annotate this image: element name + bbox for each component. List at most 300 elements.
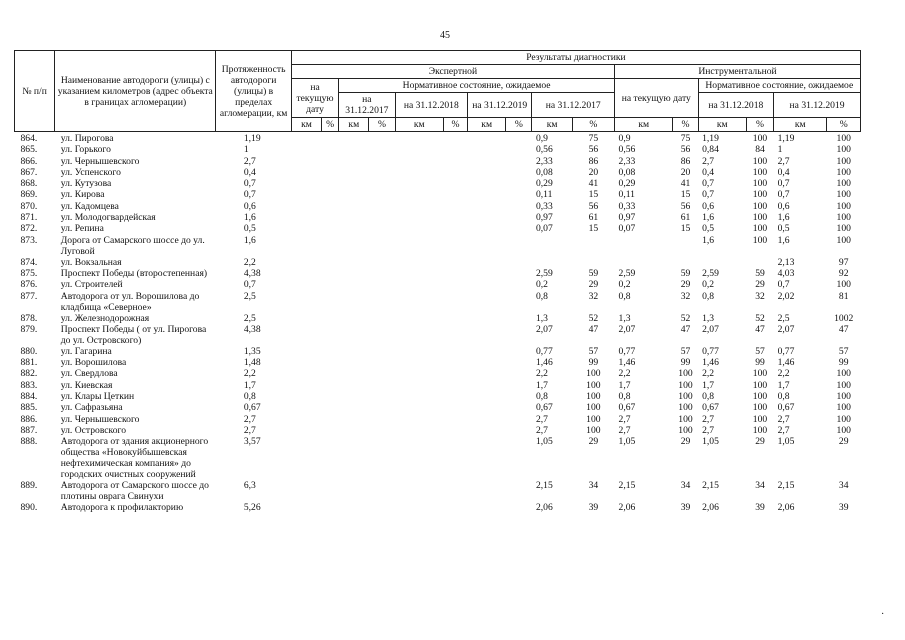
empty-cell — [468, 201, 506, 212]
instr-norm-2017-pct: 39 — [680, 502, 691, 514]
road-length: 2,5 — [243, 312, 256, 324]
empty-cell — [468, 257, 506, 268]
empty-cell — [443, 268, 467, 279]
empty-cell — [339, 291, 369, 313]
instr-norm-2018-km: 2,2 — [702, 368, 715, 380]
road-name: ул. Свердлова — [60, 368, 118, 380]
header-num: № п/п — [15, 51, 55, 132]
instr-norm-2019-pct: 34 — [838, 480, 849, 492]
instr-norm-2018-km: 0,67 — [702, 402, 719, 414]
instr-norm-2019-pct: 29 — [838, 436, 849, 448]
unit-pct: % — [827, 118, 861, 132]
instr-current-km: 0,8 — [535, 391, 548, 403]
instr-current-pct: 34 — [588, 480, 599, 492]
empty-cell — [322, 189, 339, 200]
empty-cell — [369, 391, 395, 402]
empty-cell — [443, 480, 467, 502]
instr-norm-2019-km: 1,05 — [777, 436, 795, 448]
instr-norm-2018-pct — [746, 257, 773, 268]
row-number: 868. — [20, 178, 38, 190]
instr-norm-2017-pct: 56 — [680, 200, 691, 212]
road-name: Автодорога от ул. Ворошилова до кладбища «Северное» — [60, 290, 200, 313]
empty-cell — [369, 346, 395, 357]
empty-cell — [506, 156, 532, 167]
instr-norm-2018-km: 2,7 — [702, 155, 715, 167]
instr-norm-2017-km: 0,8 — [618, 391, 631, 403]
instr-norm-2017-km: 0,29 — [618, 178, 636, 190]
empty-cell — [506, 201, 532, 212]
empty-cell — [395, 268, 443, 279]
empty-cell — [468, 235, 506, 257]
row-number: 875. — [20, 267, 38, 279]
road-length: 2,5 — [243, 290, 256, 302]
instr-norm-2017-pct: 52 — [680, 312, 691, 324]
table-row — [15, 346, 861, 357]
empty-cell — [291, 391, 321, 402]
empty-cell — [369, 313, 395, 324]
empty-cell — [369, 132, 395, 145]
road-name: ул. Репина — [60, 223, 104, 235]
table-row — [15, 425, 861, 436]
instr-norm-2019-km: 0,6 — [777, 200, 790, 212]
row-number: 878. — [20, 312, 38, 324]
table-row — [15, 480, 861, 502]
empty-cell — [395, 167, 443, 178]
road-length: 1,35 — [243, 345, 261, 357]
road-name: ул. Ворошилова — [60, 357, 127, 369]
instr-current-km: 0,8 — [535, 290, 548, 302]
instr-norm-2017-pct: 99 — [680, 357, 691, 369]
instr-norm-2017-km: 1,7 — [618, 379, 631, 391]
empty-cell — [322, 257, 339, 268]
empty-cell — [506, 380, 532, 391]
empty-cell — [395, 223, 443, 234]
instr-current-km: 0,11 — [535, 189, 553, 201]
road-length: 2,2 — [243, 368, 256, 380]
empty-cell — [468, 291, 506, 313]
instr-current-pct: 59 — [588, 267, 599, 279]
empty-cell — [369, 291, 395, 313]
empty-cell — [443, 414, 467, 425]
instr-norm-2017-km: 0,56 — [618, 144, 636, 156]
empty-cell — [443, 346, 467, 357]
table-row — [15, 402, 861, 413]
empty-cell — [291, 291, 321, 313]
empty-cell — [369, 380, 395, 391]
corner-mark: · — [881, 609, 885, 620]
instr-norm-2019-pct: 81 — [838, 290, 849, 302]
road-length: 6,3 — [243, 480, 256, 492]
empty-cell — [369, 402, 395, 413]
table-row — [15, 257, 861, 268]
instr-current-pct: 47 — [588, 323, 599, 335]
empty-cell — [506, 257, 532, 268]
empty-cell — [395, 189, 443, 200]
empty-cell — [291, 268, 321, 279]
row-number: 870. — [20, 200, 38, 212]
empty-cell — [443, 368, 467, 379]
empty-cell — [443, 212, 467, 223]
instr-current-pct: 100 — [586, 391, 601, 403]
row-number: 873. — [20, 234, 38, 246]
row-number: 869. — [20, 189, 38, 201]
unit-km: км — [774, 118, 827, 132]
empty-cell — [443, 257, 467, 268]
road-length: 5,26 — [243, 502, 261, 514]
instr-current-pct: 15 — [588, 223, 599, 235]
instr-norm-2019-pct: 100 — [836, 223, 851, 235]
empty-cell — [322, 368, 339, 379]
empty-cell — [322, 268, 339, 279]
instr-norm-2019-pct: 100 — [836, 424, 851, 436]
empty-cell — [322, 480, 339, 502]
empty-cell — [322, 223, 339, 234]
instr-norm-2017-pct — [673, 257, 698, 268]
instr-current-km: 2,2 — [535, 368, 548, 380]
empty-cell — [506, 144, 532, 155]
unit-pct: % — [322, 118, 339, 132]
instr-current-pct: 56 — [588, 200, 599, 212]
road-length: 1,6 — [243, 234, 256, 246]
instr-norm-2018-pct: 29 — [755, 436, 765, 448]
instr-norm-2017-km: 1,05 — [618, 436, 636, 448]
instr-norm-2017-pct: 100 — [678, 413, 693, 425]
empty-cell — [339, 346, 369, 357]
empty-cell — [506, 212, 532, 223]
instr-norm-2018-km: 2,06 — [702, 502, 719, 514]
road-name: ул. Киевская — [60, 379, 113, 391]
road-name: ул. Пирогова — [60, 133, 114, 144]
empty-cell — [339, 235, 369, 257]
empty-cell — [322, 425, 339, 436]
instr-norm-2018-km: 1,6 — [702, 212, 715, 224]
header-expert-2018: на 31.12.2018 — [395, 93, 467, 118]
empty-cell — [443, 132, 467, 145]
empty-cell — [322, 391, 339, 402]
empty-cell — [395, 425, 443, 436]
instr-norm-2018-km: 1,3 — [702, 312, 715, 324]
empty-cell — [443, 402, 467, 413]
instr-norm-2019-pct: 100 — [836, 155, 851, 167]
instr-norm-2019-km: 2,7 — [777, 424, 790, 436]
instr-norm-2018-pct: 100 — [752, 391, 768, 403]
empty-cell — [291, 223, 321, 234]
road-name: Автодорога от здания акционерного общества «Новокуйбышевская нефтехимическая компания» до городских очистных сооружений — [60, 436, 209, 481]
instr-norm-2019-pct: 100 — [836, 200, 851, 212]
empty-cell — [322, 167, 339, 178]
unit-km: км — [395, 118, 443, 132]
empty-cell — [395, 368, 443, 379]
empty-cell — [339, 425, 369, 436]
instr-norm-2018-km: 0,8 — [702, 290, 715, 302]
header-instrumental: Инструментальной — [615, 65, 861, 79]
empty-cell — [369, 201, 395, 212]
road-name: ул. Кирова — [60, 189, 105, 201]
road-name: Автодорога к профилакторию — [60, 502, 184, 514]
instr-norm-2018-pct: 100 — [752, 178, 768, 190]
instr-norm-2018-pct: 29 — [755, 279, 765, 291]
empty-cell — [506, 391, 532, 402]
empty-cell — [443, 235, 467, 257]
empty-cell — [468, 167, 506, 178]
road-name: ул. Железнодорожная — [60, 312, 150, 324]
row-number: 877. — [20, 290, 38, 302]
instr-norm-2019-pct: 100 — [836, 234, 851, 246]
header-instr-2018: на 31.12.2018 — [698, 93, 774, 118]
empty-cell — [468, 502, 506, 513]
instr-norm-2018-km: 2,59 — [702, 267, 719, 279]
empty-cell — [322, 279, 339, 290]
instr-norm-2019-pct: 92 — [838, 267, 849, 279]
road-length: 1,6 — [243, 212, 256, 224]
instr-current-km: 2,33 — [535, 155, 553, 167]
instr-norm-2019-km: 0,77 — [777, 345, 795, 357]
instr-norm-2017-pct: 59 — [680, 267, 691, 279]
instr-norm-2019-km: 0,5 — [777, 223, 790, 235]
instr-current-km: 1,3 — [535, 312, 548, 324]
empty-cell — [395, 414, 443, 425]
empty-cell — [443, 144, 467, 155]
empty-cell — [506, 402, 532, 413]
instr-norm-2019-km: 0,7 — [777, 189, 790, 201]
empty-cell — [468, 268, 506, 279]
empty-cell — [395, 132, 443, 145]
instr-current-pct: 29 — [588, 279, 599, 291]
table-row — [15, 223, 861, 234]
instr-norm-2019-km: 0,7 — [777, 178, 790, 190]
instr-norm-2017-km: 2,15 — [618, 480, 636, 492]
instr-norm-2019-km: 2,7 — [777, 413, 790, 425]
instr-current-km: 1,05 — [535, 436, 553, 448]
instr-norm-2018-pct: 100 — [752, 368, 768, 380]
instr-norm-2017-km: 2,33 — [618, 155, 636, 167]
empty-cell — [506, 279, 532, 290]
empty-cell — [506, 425, 532, 436]
empty-cell — [395, 313, 443, 324]
instr-current-pct: 100 — [586, 424, 601, 436]
empty-cell — [369, 235, 395, 257]
page-number: 45 — [440, 30, 450, 41]
row-number: 887. — [20, 424, 38, 436]
empty-cell — [322, 291, 339, 313]
empty-cell — [339, 480, 369, 502]
empty-cell — [369, 212, 395, 223]
instr-current-pct: 20 — [588, 166, 599, 178]
empty-cell — [369, 223, 395, 234]
instr-current-pct: 100 — [586, 368, 601, 380]
empty-cell — [339, 380, 369, 391]
instr-current-pct — [572, 235, 614, 257]
empty-cell — [395, 391, 443, 402]
empty-cell — [322, 346, 339, 357]
instr-current-km: 0,29 — [535, 178, 553, 190]
instr-current-km: 2,15 — [535, 480, 553, 492]
empty-cell — [506, 178, 532, 189]
instr-current-km: 0,97 — [535, 212, 553, 224]
instr-norm-2018-pct: 100 — [752, 402, 768, 414]
empty-cell — [506, 346, 532, 357]
instr-current-pct: 75 — [588, 133, 599, 144]
empty-cell — [395, 235, 443, 257]
unit-km: км — [615, 118, 673, 132]
unit-pct: % — [506, 118, 532, 132]
instr-norm-2017-km: 1,3 — [618, 312, 631, 324]
instr-norm-2017-km: 0,77 — [618, 345, 636, 357]
road-length: 1 — [243, 144, 249, 156]
instr-norm-2019-km: 1,6 — [777, 234, 790, 246]
instr-norm-2018-pct: 34 — [755, 480, 765, 492]
instr-norm-2018-pct: 100 — [752, 413, 768, 425]
unit-km: км — [291, 118, 321, 132]
unit-km: км — [468, 118, 506, 132]
empty-cell — [443, 279, 467, 290]
road-length: 4,38 — [243, 323, 261, 335]
empty-cell — [506, 436, 532, 480]
header-expert-2019: на 31.12.2019 — [468, 93, 532, 118]
instr-norm-2017-pct: 100 — [678, 391, 693, 403]
empty-cell — [322, 201, 339, 212]
instr-norm-2018-pct: 100 — [752, 133, 768, 144]
road-length: 0,8 — [243, 391, 256, 403]
instr-current-pct: 86 — [588, 155, 599, 167]
unit-km: км — [698, 118, 746, 132]
empty-cell — [291, 257, 321, 268]
road-name: ул. Вокзальная — [60, 256, 122, 268]
instr-norm-2017-pct: 29 — [680, 279, 691, 291]
empty-cell — [395, 346, 443, 357]
road-length: 1,19 — [243, 133, 261, 144]
row-number: 880. — [20, 345, 38, 357]
empty-cell — [443, 156, 467, 167]
empty-cell — [291, 357, 321, 368]
empty-cell — [468, 402, 506, 413]
row-number: 886. — [20, 413, 38, 425]
empty-cell — [443, 201, 467, 212]
road-name: ул. Кутузова — [60, 178, 112, 190]
empty-cell — [369, 178, 395, 189]
road-name: ул. Гагарина — [60, 345, 112, 357]
instr-current-km — [532, 257, 572, 268]
road-length: 0,4 — [243, 166, 256, 178]
empty-cell — [369, 167, 395, 178]
empty-cell — [395, 502, 443, 513]
empty-cell — [291, 156, 321, 167]
empty-cell — [443, 223, 467, 234]
empty-cell — [339, 279, 369, 290]
empty-cell — [506, 291, 532, 313]
row-number: 881. — [20, 357, 38, 369]
instr-current-km: 0,07 — [535, 223, 553, 235]
empty-cell — [369, 414, 395, 425]
instr-norm-2019-pct: 100 — [836, 279, 851, 291]
empty-cell — [506, 480, 532, 502]
road-length: 2,7 — [243, 155, 256, 167]
empty-cell — [506, 368, 532, 379]
empty-cell — [468, 189, 506, 200]
instr-norm-2019-pct: 100 — [836, 368, 851, 380]
instr-norm-2018-km: 2,15 — [702, 480, 719, 492]
empty-cell — [339, 402, 369, 413]
instr-current-km: 0,2 — [535, 279, 548, 291]
empty-cell — [322, 402, 339, 413]
table-header — [15, 51, 861, 132]
instr-norm-2017-km: 2,07 — [618, 323, 636, 335]
empty-cell — [468, 156, 506, 167]
empty-cell — [339, 132, 369, 145]
empty-cell — [291, 201, 321, 212]
road-length: 4,38 — [243, 267, 261, 279]
empty-cell — [322, 380, 339, 391]
empty-cell — [369, 324, 395, 346]
instr-norm-2018-km: 0,84 — [702, 144, 719, 156]
instr-norm-2017-km: 2,2 — [618, 368, 631, 380]
instr-norm-2017-pct: 100 — [678, 368, 693, 380]
empty-cell — [506, 268, 532, 279]
road-name: ул. Сафразьяна — [60, 402, 123, 414]
instr-norm-2017-km: 0,8 — [618, 290, 631, 302]
empty-cell — [506, 313, 532, 324]
instr-norm-2017-pct: 47 — [680, 323, 691, 335]
instr-norm-2019-km: 1,46 — [777, 357, 795, 369]
empty-cell — [468, 346, 506, 357]
road-length: 3,57 — [243, 436, 261, 448]
instr-norm-2018-km: 0,2 — [702, 279, 715, 291]
instr-norm-2018-km: 0,8 — [702, 391, 715, 403]
instr-norm-2017-km: 0,97 — [618, 212, 636, 224]
empty-cell — [291, 313, 321, 324]
road-length: 1,7 — [243, 379, 256, 391]
instr-norm-2017-pct: 61 — [680, 212, 691, 224]
instr-norm-2019-pct: 47 — [838, 323, 849, 335]
instr-norm-2019-pct: 57 — [838, 345, 849, 357]
instr-norm-2017-km — [615, 257, 673, 268]
instr-norm-2019-km: 2,7 — [777, 155, 790, 167]
empty-cell — [395, 380, 443, 391]
row-number: 888. — [20, 436, 38, 448]
instr-norm-2018-km: 0,7 — [702, 189, 715, 201]
empty-cell — [468, 380, 506, 391]
empty-cell — [339, 167, 369, 178]
header-name: Наименование автодороги (улицы) с указанием километров (адрес объекта в границах агломерации) — [55, 51, 216, 132]
instr-current-pct: 61 — [588, 212, 599, 224]
instr-norm-2017-pct: 100 — [678, 379, 693, 391]
instr-current-km: 0,77 — [535, 345, 553, 357]
table-row — [15, 212, 861, 223]
instr-norm-2017-pct: 20 — [680, 166, 691, 178]
table-row — [15, 132, 861, 145]
instr-norm-2018-km: 1,19 — [702, 133, 719, 144]
instr-norm-2017-pct: 56 — [680, 144, 691, 156]
empty-cell — [322, 313, 339, 324]
empty-cell — [339, 201, 369, 212]
row-number: 884. — [20, 391, 38, 403]
empty-cell — [322, 436, 339, 480]
empty-cell — [468, 212, 506, 223]
instr-norm-2019-pct: 97 — [838, 256, 849, 268]
instr-current-pct: 41 — [588, 178, 599, 190]
instr-norm-2018-km: 2,7 — [702, 413, 715, 425]
instr-norm-2019-pct: 100 — [836, 212, 851, 224]
instr-norm-2018-pct: 100 — [752, 155, 768, 167]
instr-norm-2018-pct: 32 — [755, 290, 765, 302]
unit-km: км — [532, 118, 572, 132]
instr-current-pct: 100 — [586, 402, 601, 414]
table-row — [15, 324, 861, 346]
instr-norm-2017-pct: 86 — [680, 155, 691, 167]
road-name: ул. Успенского — [60, 166, 121, 178]
empty-cell — [322, 357, 339, 368]
instr-norm-2018-km: 0,7 — [702, 178, 715, 190]
